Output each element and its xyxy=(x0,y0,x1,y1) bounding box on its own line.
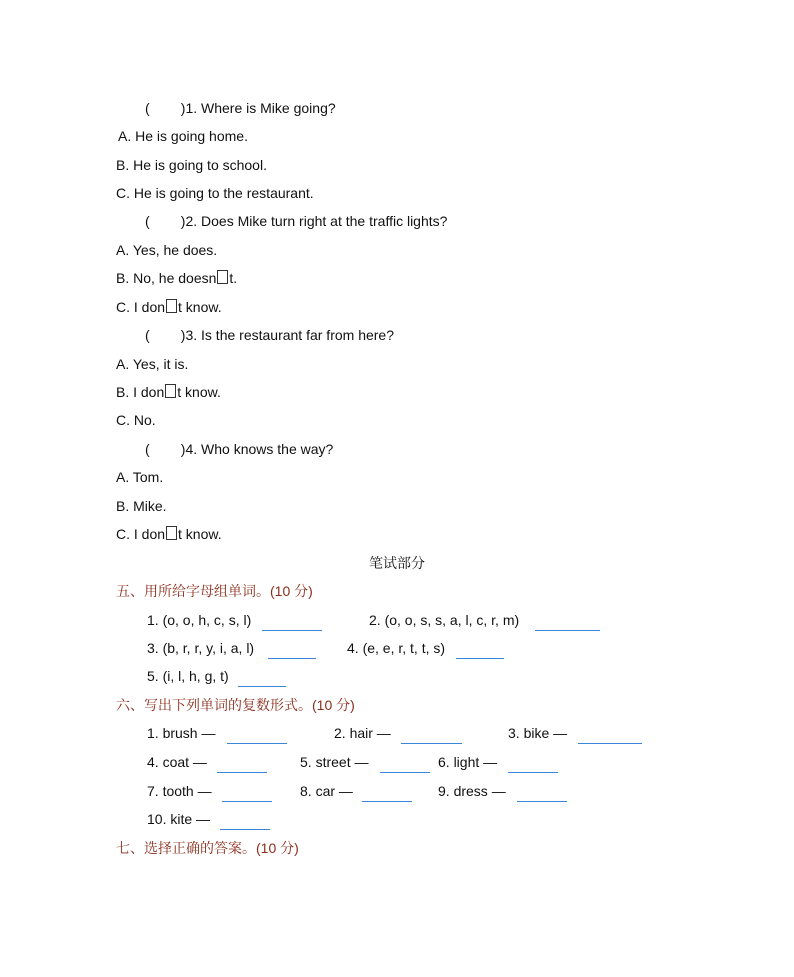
word-item: 3. (b, r, r, y, i, a, l) xyxy=(147,640,255,656)
missing-glyph-box-icon xyxy=(217,270,228,284)
option: A. Tom. xyxy=(116,469,164,485)
answer-blank[interactable] xyxy=(222,801,272,802)
missing-glyph-box-icon xyxy=(165,384,176,398)
question-text: )3. Is the restaurant far from here? xyxy=(180,327,395,343)
option: A. Yes, it is. xyxy=(116,356,189,372)
answer-blank[interactable] xyxy=(517,801,567,802)
missing-glyph-box-icon xyxy=(166,299,177,313)
answer-blank[interactable] xyxy=(456,658,504,659)
question-text: )2. Does Mike turn right at the traffic lights? xyxy=(180,213,448,229)
plural-item: 10. kite — xyxy=(147,811,211,827)
answer-paren: ( xyxy=(145,327,150,343)
option: B. I don t know. xyxy=(116,384,221,400)
option: C. I don t know. xyxy=(116,299,222,315)
option: B. Mike. xyxy=(116,498,167,514)
option: C. I don t know. xyxy=(116,526,222,542)
plural-item: 3. bike — xyxy=(508,725,568,741)
answer-blank[interactable] xyxy=(262,630,322,631)
answer-paren: ( xyxy=(145,213,150,229)
option: C. He is going to the restaurant. xyxy=(116,185,314,201)
answer-space[interactable] xyxy=(150,327,181,343)
question-text: )4. Who knows the way? xyxy=(180,441,334,457)
answer-space[interactable] xyxy=(150,213,181,229)
answer-blank[interactable] xyxy=(508,772,558,773)
word-item: 1. (o, o, h, c, s, l) xyxy=(147,612,252,628)
plural-item: 4. coat — xyxy=(147,754,207,770)
answer-blank[interactable] xyxy=(217,772,267,773)
word-item: 4. (e, e, r, t, t, s) xyxy=(347,640,446,656)
answer-blank[interactable] xyxy=(227,743,287,744)
question-2 xyxy=(145,212,447,230)
question-4 xyxy=(145,440,333,458)
answer-blank[interactable] xyxy=(268,658,316,659)
word-item: 2. (o, o, s, s, a, l, c, r, m) xyxy=(369,612,520,628)
option: C. No. xyxy=(116,412,156,428)
plural-item: 5. street — xyxy=(300,754,369,770)
question-1 xyxy=(145,99,336,117)
answer-space[interactable] xyxy=(150,100,181,116)
section-5-heading: 五、用所给字母组单词。(10 分) xyxy=(116,583,313,599)
option: A. Yes, he does. xyxy=(116,242,218,258)
plural-item: 2. hair — xyxy=(334,725,391,741)
section-6-heading: 六、写出下列单词的复数形式。(10 分) xyxy=(116,697,355,713)
answer-blank[interactable] xyxy=(535,630,600,631)
plural-item: 6. light — xyxy=(438,754,498,770)
written-part-title: 笔试部分 xyxy=(369,555,425,571)
answer-space[interactable] xyxy=(150,441,181,457)
plural-item: 1. brush — xyxy=(147,725,216,741)
plural-item: 7. tooth — xyxy=(147,783,212,799)
section-7-heading: 七、选择正确的答案。(10 分) xyxy=(116,840,299,856)
answer-blank[interactable] xyxy=(220,829,270,830)
answer-blank[interactable] xyxy=(380,772,430,773)
question-text: )1. Where is Mike going? xyxy=(180,100,336,116)
option: B. No, he doesn t. xyxy=(116,270,238,286)
option: A. He is going home. xyxy=(118,128,248,144)
plural-item: 9. dress — xyxy=(438,783,506,799)
answer-blank[interactable] xyxy=(362,801,412,802)
answer-blank[interactable] xyxy=(238,686,286,687)
answer-paren: ( xyxy=(145,441,150,457)
option: B. He is going to school. xyxy=(116,157,267,173)
word-item: 5. (i, l, h, g, t) xyxy=(147,668,229,684)
answer-blank[interactable] xyxy=(401,743,462,744)
answer-paren: ( xyxy=(145,100,150,116)
missing-glyph-box-icon xyxy=(166,526,177,540)
plural-item: 8. car — xyxy=(300,783,353,799)
question-3 xyxy=(145,326,394,344)
answer-blank[interactable] xyxy=(578,743,642,744)
